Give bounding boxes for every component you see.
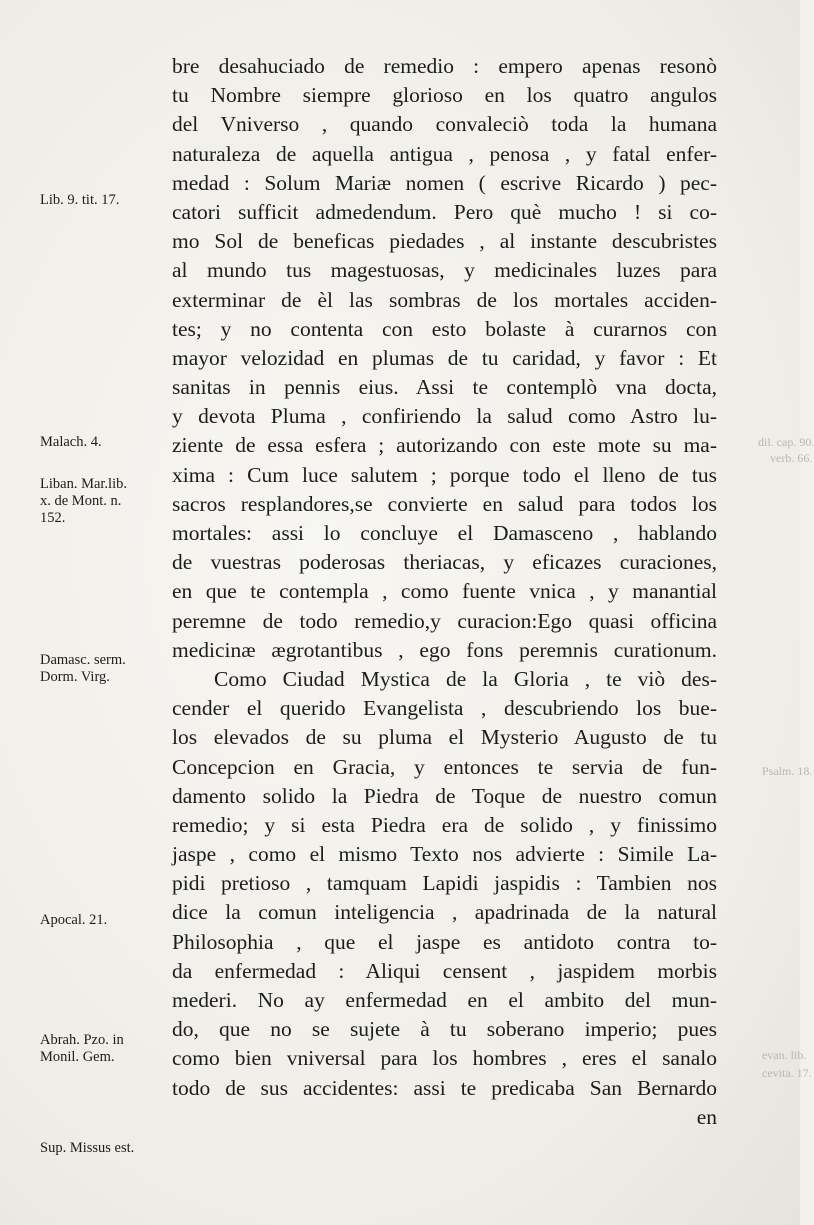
- text-line: da enfermedad : Aliqui censent , jaspidem morbis: [172, 958, 717, 983]
- text-line: remedio; y si esta Piedra era de solido , y finissimo: [172, 812, 717, 837]
- margin-note-line: 152.: [40, 510, 66, 526]
- text-line: catori sufficit admedendum. Pero què mucho ! si co-: [172, 199, 717, 224]
- text-line: en que te contempla , como fuente vnica , y manantial: [172, 579, 717, 604]
- text-line: cender el querido Evangelista , descubriendo los bue-: [172, 696, 717, 721]
- margin-note: [40, 192, 119, 209]
- margin-note-line: Damasc. serm.: [40, 652, 126, 668]
- text-line: bre desahuciado de remedio : empero apenas resonò: [172, 54, 717, 78]
- main-text-block: [172, 52, 717, 1132]
- text-line: Concepcion en Gracia, y entonces te servia de fun-: [172, 754, 717, 779]
- margin-note-line: Abrah. Pzo. in: [40, 1032, 124, 1048]
- margin-note: [40, 652, 126, 686]
- catchword: en: [696, 1104, 717, 1129]
- text-line: naturaleza de aquella antigua , penosa , y fatal enfer-: [172, 141, 717, 166]
- text-line: Como Ciudad Mystica de la Gloria , te viò des-: [214, 666, 717, 691]
- text-line: mo Sol de beneficas piedades , al instante descubristes: [172, 229, 717, 254]
- text-line: xima : Cum luce salutem ; porque todo el lleno de tus: [172, 462, 717, 487]
- margin-note-line: Liban. Mar.lib.: [40, 476, 127, 492]
- text-line: como bien vniversal para los hombres , eres el sanalo: [172, 1046, 717, 1071]
- margin-note: [40, 1032, 124, 1066]
- text-line: medad : Solum Mariæ nomen ( escrive Ricardo ) pec-: [172, 170, 717, 195]
- margin-note-line: x. de Mont. n.: [40, 493, 122, 509]
- show-through-text: Psalm. 18.: [762, 764, 813, 778]
- margin-note-line: Apocal. 21.: [40, 912, 108, 928]
- text-line: medicinæ ægrotantibus , ego fons peremnis curationum.: [172, 637, 717, 662]
- text-line: tu Nombre siempre glorioso en los quatro angulos: [172, 83, 717, 108]
- margin-note: [40, 434, 102, 451]
- margin-note-line: Sup. Missus est.: [40, 1140, 135, 1156]
- text-line: sanitas in pennis eius. Assi te contemplò vna docta,: [172, 375, 717, 400]
- text-line: de vuestras poderosas theriacas, y eficazes curaciones,: [172, 550, 717, 575]
- text-line: do, que no se sujete à tu soberano imperio; pues: [172, 1017, 717, 1042]
- margin-note-line: Lib. 9. tit. 17.: [40, 192, 120, 208]
- show-through-text: dil. cap. 90.: [758, 435, 814, 449]
- text-line: y devota Pluma , confiriendo la salud como Astro lu-: [172, 404, 717, 429]
- text-line: dice la comun inteligencia , apadrinada de la natural: [172, 900, 717, 925]
- text-line: pidi pretioso , tamquam Lapidi jaspidis : Tambien nos: [172, 871, 717, 896]
- text-line: mayor velozidad en plumas de tu caridad, y favor : Et: [172, 345, 717, 370]
- show-through-text: cevita. 17.: [762, 1066, 812, 1080]
- margin-note-line: Malach. 4.: [40, 434, 102, 450]
- show-through-text: evan. lib.: [762, 1048, 807, 1062]
- text-line: al mundo tus magestuosas, y medicinales luzes para: [172, 258, 717, 283]
- margin-note-line: Dorm. Virg.: [40, 669, 110, 685]
- text-line: del Vniverso , quando convaleciò toda la humana: [172, 112, 717, 137]
- margin-note: [40, 912, 107, 929]
- text-line: Philosophia , que el jaspe es antidoto contra to-: [172, 929, 717, 954]
- margin-note: [40, 1140, 134, 1157]
- margin-note: [40, 476, 127, 527]
- show-through-text: verb. 66.: [770, 451, 813, 465]
- text-line: damento solido la Piedra de Toque de nuestro comun: [172, 783, 717, 808]
- text-line: mederi. No ay enfermedad en el ambito del mun-: [172, 988, 717, 1012]
- text-line: todo de sus accidentes: assi te predicaba San Bernardo: [172, 1075, 717, 1100]
- text-line: ziente de essa esfera ; autorizando con este mote su ma-: [172, 433, 717, 458]
- margin-note-line: Monil. Gem.: [40, 1049, 115, 1065]
- text-line: exterminar de èl las sombras de los mortales acciden-: [172, 287, 717, 312]
- text-line: mortales: assi lo concluye el Damasceno , hablando: [172, 521, 717, 545]
- text-line: los elevados de su pluma el Mysterio Augusto de tu: [172, 725, 717, 750]
- text-line: sacros resplandores,se convierte en salud para todos los: [172, 491, 717, 516]
- text-line: tes; y no contenta con esto bolaste à curarnos con: [172, 316, 717, 341]
- text-line: peremne de todo remedio,y curacion:Ego quasi officina: [172, 608, 717, 633]
- text-line: jaspe , como el mismo Texto nos advierte : Simile La-: [172, 842, 717, 867]
